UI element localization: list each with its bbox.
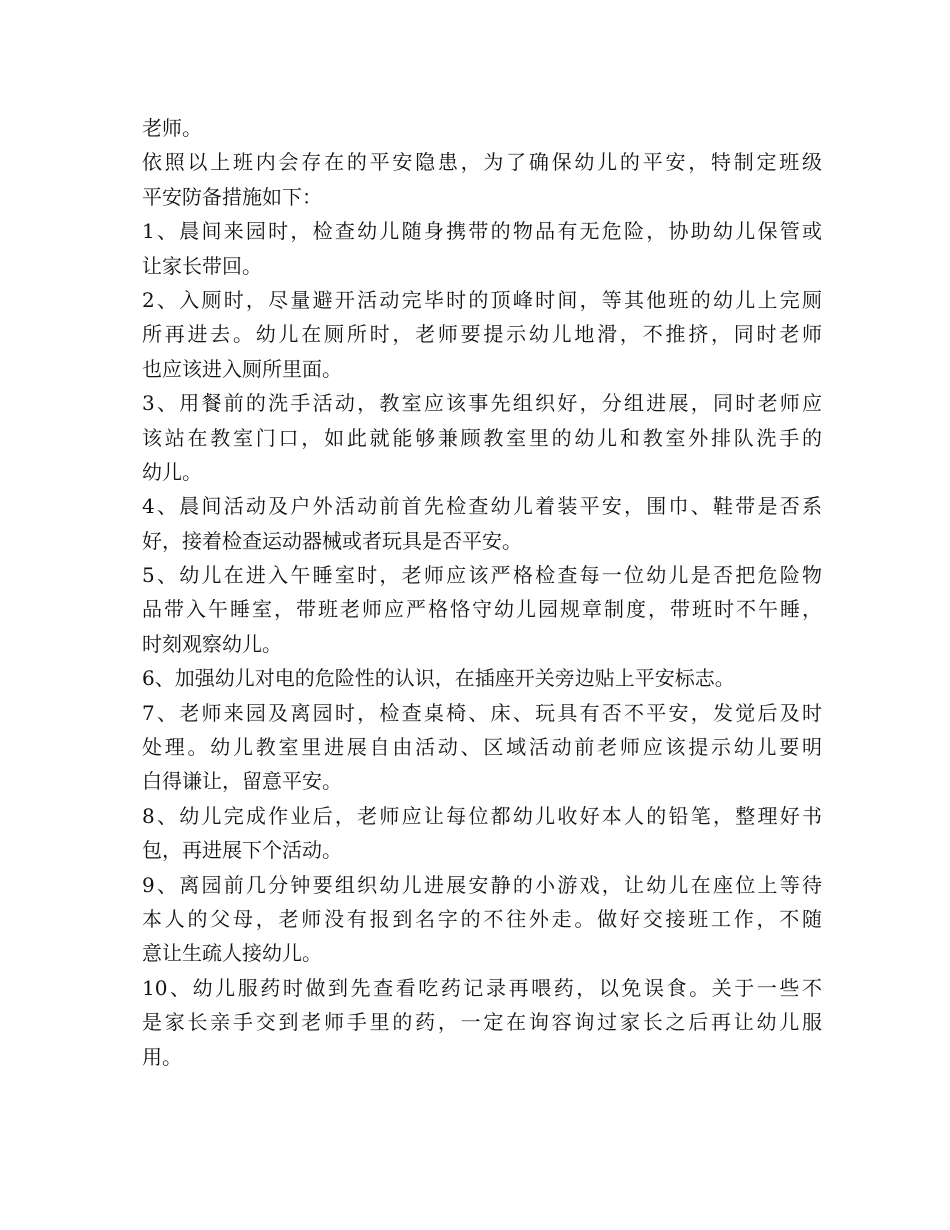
text-line: 好，接着检查运动器械或者玩具是否平安。 (142, 528, 522, 553)
text-line: 2、入厕时，尽量避开活动完毕时的顶峰时间，等其他班的幼儿上完厕 (142, 287, 822, 312)
text-line: 9、离园前几分钟要组织幼儿进展安静的小游戏，让幼儿在座位上等待 (142, 872, 822, 897)
text-line: 用。 (142, 1044, 182, 1069)
text-line: 4、晨间活动及户外活动前首先检查幼儿着装平安，围巾、鞋带是否系 (142, 494, 822, 519)
text-line: 8、幼儿完成作业后，老师应让每位都幼儿收好本人的铅笔，整理好书 (142, 803, 822, 828)
text-line: 让家长带回。 (142, 253, 262, 278)
text-line: 平安防备措施如下： (142, 184, 322, 209)
text-line: 7、老师来园及离园时，检查桌椅、床、玩具有否不平安，发觉后及时 (142, 700, 822, 725)
text-line: 也应该进入厕所里面。 (142, 356, 342, 381)
text-line: 处理。幼儿教室里进展自由活动、区域活动前老师应该提示幼儿要明 (142, 735, 822, 760)
document-body (142, 111, 822, 1074)
text-line: 1、晨间来园时，检查幼儿随身携带的物品有无危险，协助幼儿保管或 (142, 219, 822, 244)
text-line: 所再进去。幼儿在厕所时，老师要提示幼儿地滑，不推挤，同时老师 (142, 322, 822, 347)
text-line: 时刻观察幼儿。 (142, 631, 282, 656)
text-line: 包，再进展下个活动。 (142, 838, 342, 863)
text-line: 依照以上班内会存在的平安隐患，为了确保幼儿的平安，特制定班级 (142, 150, 822, 175)
text-line: 5、幼儿在进入午睡室时，老师应该严格检查每一位幼儿是否把危险物 (142, 563, 822, 588)
text-line: 幼儿。 (142, 459, 202, 484)
text-line: 是家长亲手交到老师手里的药，一定在询容询过家长之后再让幼儿服 (142, 1010, 822, 1035)
text-line: 10、幼儿服药时做到先查看吃药记录再喂药，以免误食。关于一些不 (142, 975, 822, 1000)
text-line: 6、加强幼儿对电的危险性的认识，在插座开关旁边贴上平安标志。 (142, 666, 735, 691)
text-line: 老师。 (142, 116, 202, 140)
text-line: 意让生疏人接幼儿。 (142, 941, 322, 966)
text-line: 本人的父母，老师没有报到名字的不往外走。做好交接班工作，不随 (142, 906, 822, 931)
text-line: 白得谦让，留意平安。 (142, 769, 342, 794)
text-line: 该站在教室门口，如此就能够兼顾教室里的幼儿和教室外排队洗手的 (142, 425, 822, 450)
text-line: 品带入午睡室，带班老师应严格恪守幼儿园规章制度，带班时不午睡， (142, 597, 822, 622)
text-line: 3、用餐前的洗手活动，教室应该事先组织好，分组进展，同时老师应 (142, 391, 822, 416)
